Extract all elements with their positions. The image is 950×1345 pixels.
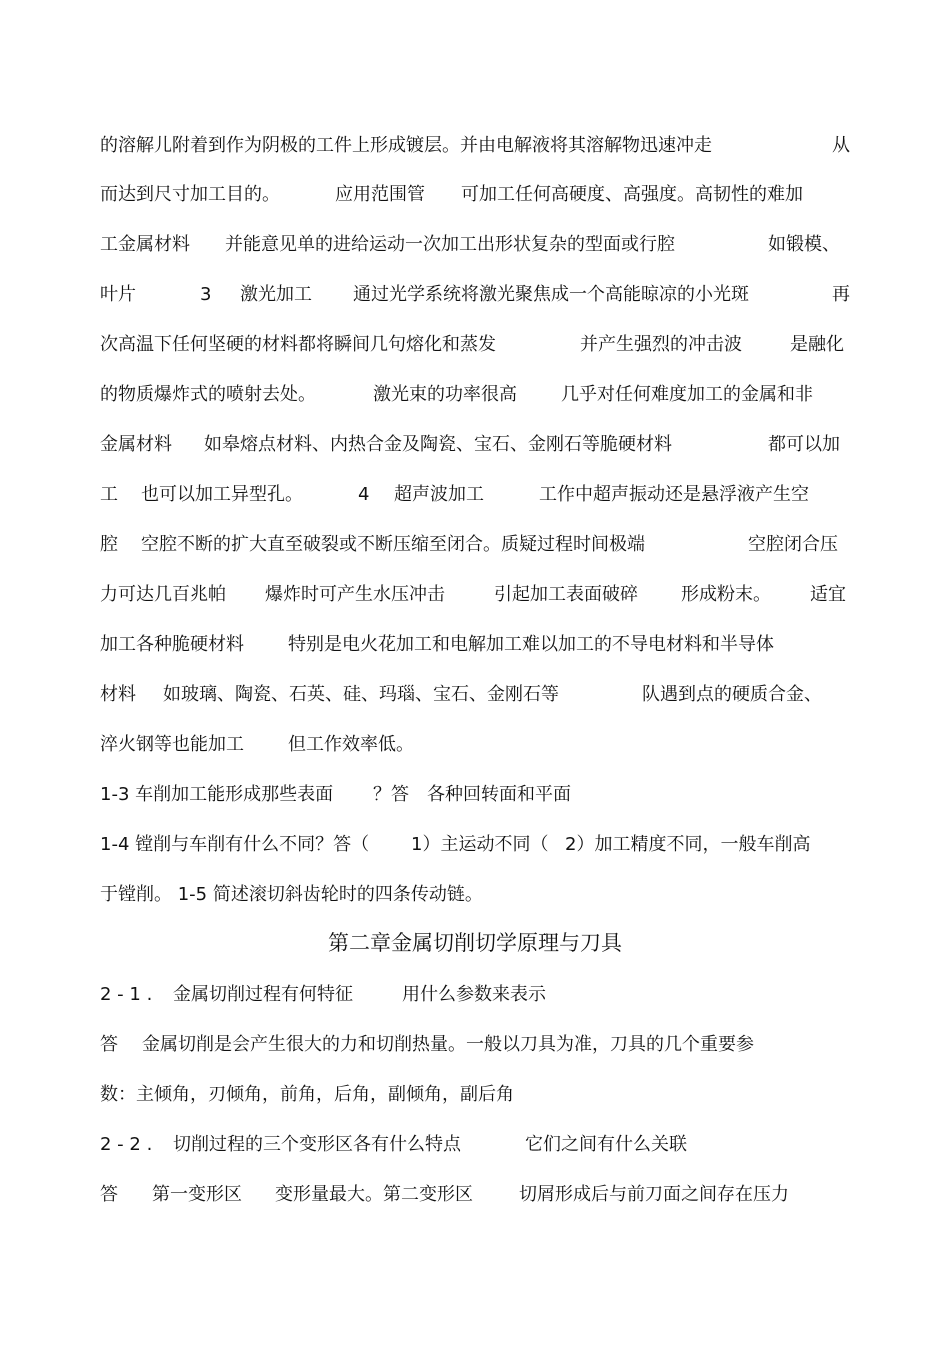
text-segment: 空腔不断的扩大直至破裂或不断压缩至闭合。质疑过程时间极端: [141, 534, 645, 555]
text-segment: 答: [100, 1184, 118, 1205]
text-segment: 爆炸时可产生水压冲击: [265, 584, 445, 605]
text-segment: 2 - 1 .: [100, 984, 153, 1005]
text-segment: 1）主运动不同（: [411, 834, 549, 855]
text-segment: 数：主倾角，刃倾角，前角，后角，副倾角，副后角: [100, 1084, 514, 1105]
text-segment: ？答: [373, 784, 409, 805]
text-segment: 从: [832, 135, 850, 156]
text-segment: 于镗削。 1-5 简述滚切斜齿轮时的四条传动链。: [100, 884, 483, 905]
text-segment: 次高温下任何坚硬的材料都将瞬间几句熔化和蒸发: [100, 334, 496, 355]
text-segment: 几乎对任何难度加工的金属和非: [561, 384, 813, 405]
text-segment: 切削过程的三个变形区各有什么特点: [173, 1134, 461, 1155]
text-segment: 叶片: [100, 284, 136, 305]
text-segment: 应用范围管: [335, 184, 425, 205]
text-segment: 激光加工: [240, 284, 312, 305]
text-segment: 特别是电火花加工和电解加工难以加工的不导电材料和半导体: [288, 634, 774, 655]
text-segment: 而达到尺寸加工目的。: [100, 184, 280, 205]
text-segment: 1-3 车削加工能形成那些表面: [100, 784, 334, 805]
text-segment: 形成粉末。: [681, 584, 771, 605]
text-segment: 第一变形区: [152, 1184, 242, 1205]
text-segment: 变形量最大。第二变形区: [275, 1184, 473, 1205]
text-segment: 再: [832, 284, 850, 305]
text-segment: 它们之间有什么关联: [525, 1134, 687, 1155]
text-segment: 超声波加工: [394, 484, 484, 505]
text-segment: 金属切削是会产生很大的力和切削热量。一般以刀具为准，刀具的几个重要参: [142, 1034, 754, 1055]
text-segment: 是融化: [790, 334, 844, 355]
text-segment: 淬火钢等也能加工: [100, 734, 244, 755]
text-segment: 激光束的功率很高: [373, 384, 517, 405]
text-segment: 加工各种脆硬材料: [100, 634, 244, 655]
text-segment: 的物质爆炸式的喷射去处。: [100, 384, 316, 405]
text-segment: 各种回转面和平面: [427, 784, 571, 805]
text-segment: 引起加工表面破碎: [494, 584, 638, 605]
text-segment: 通过光学系统将激光聚焦成一个高能晾凉的小光斑: [353, 284, 749, 305]
text-segment: 金属材料: [100, 434, 172, 455]
text-segment: 力可达几百兆帕: [100, 584, 226, 605]
text-segment: 并产生强烈的冲击波: [580, 334, 742, 355]
text-segment: 并能意见单的进给运动一次加工出形状复杂的型面或行腔: [225, 234, 675, 255]
text-segment: 都可以加: [768, 434, 840, 455]
text-segment: 答: [100, 1034, 118, 1055]
text-segment: 适宜: [810, 584, 846, 605]
text-segment: 4: [358, 484, 370, 505]
text-segment: 如锻模、: [768, 234, 840, 255]
text-segment: 切屑形成后与前刀面之间存在压力: [519, 1184, 789, 1205]
text-segment: 金属切削过程有何特征: [173, 984, 353, 1005]
text-segment: 材料: [100, 684, 136, 705]
text-segment: 的溶解儿附着到作为阴极的工件上形成镀层。并由电解液将其溶解物迅速冲走: [100, 135, 712, 156]
text-segment: 3: [200, 284, 212, 305]
text-segment: 2）加工精度不同，一般车削高: [565, 834, 811, 855]
text-segment: 工: [100, 484, 118, 505]
text-segment: 腔: [100, 534, 118, 555]
text-segment: 工金属材料: [100, 234, 190, 255]
text-segment: 也可以加工异型孔。: [141, 484, 303, 505]
text-segment: 1-4 镗削与车削有什么不同？答（: [100, 834, 370, 855]
text-segment: 2 - 2 .: [100, 1134, 153, 1155]
text-segment: 队遇到点的硬质合金、: [642, 684, 822, 705]
text-segment: 空腔闭合压: [748, 534, 838, 555]
text-segment: 如玻璃、陶瓷、石英、硅、玛瑙、宝石、金刚石等: [163, 684, 559, 705]
text-segment: 工作中超声振动还是悬浮液产生空: [539, 484, 809, 505]
text-segment: 但工作效率低。: [288, 734, 414, 755]
text-segment: 如皋熔点材料、内热合金及陶瓷、宝石、金刚石等脆硬材料: [204, 434, 672, 455]
text-segment: 用什么参数来表示: [402, 984, 546, 1005]
chapter-heading: 第二章金属切削切学原理与刀具: [328, 931, 622, 955]
text-segment: 可加工任何高硬度、高强度。高韧性的难加: [461, 184, 803, 205]
